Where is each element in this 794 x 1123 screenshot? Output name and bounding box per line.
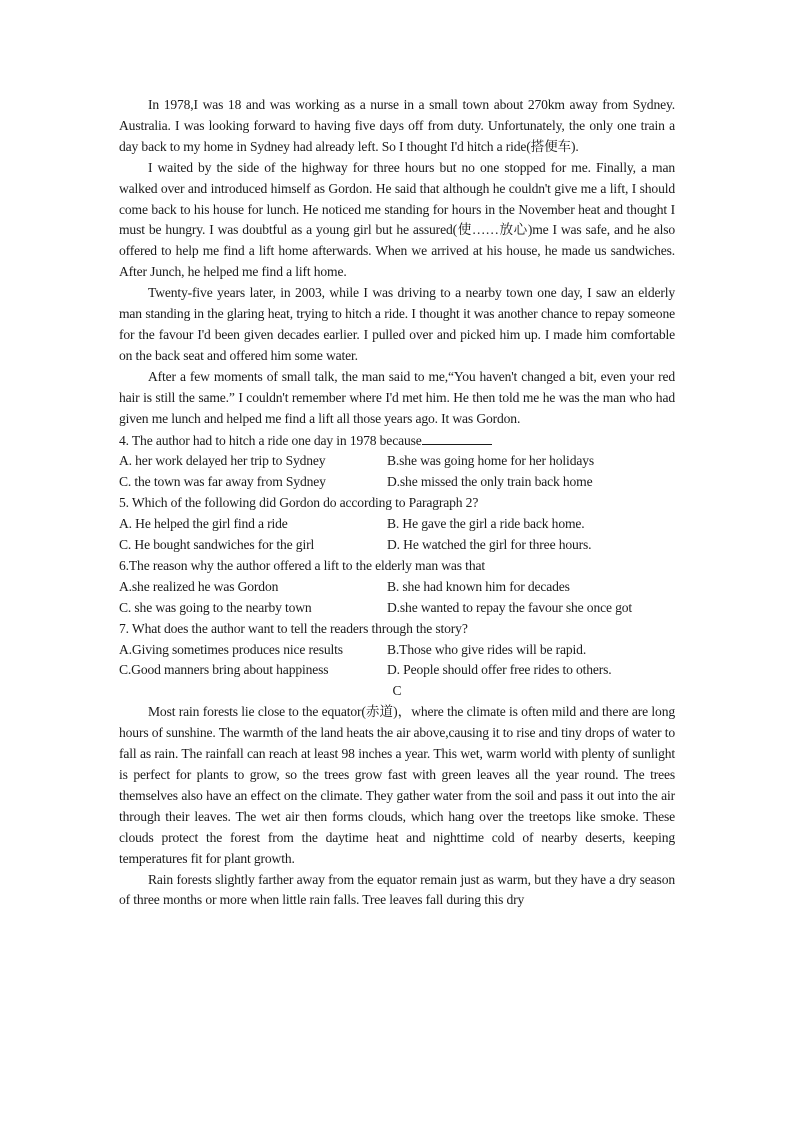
question-7-options-row-2 — [119, 660, 675, 681]
question-5-option-a: A. He helped the girl find a ride — [119, 516, 288, 532]
question-5-option-b: B. He gave the girl a ride back home. — [387, 516, 585, 532]
question-7-stem: 7. What does the author want to tell the readers through the story? — [119, 620, 468, 636]
question-4-options-row-1 — [119, 451, 675, 472]
passage-b-paragraph-3: Twenty-five years later, in 2003, while I was driving to a nearby town one day, I saw an elderly man standing in the glaring heat, trying to hitch a ride. I thought it was another chance to repay someone for the favour I'd been given decades earlier. I pulled over and picked him up. I made him comfortable on the back seat and offered him some water. — [119, 285, 675, 363]
question-6-option-a: A.she realized he was Gordon — [119, 578, 279, 594]
question-4-stem: 4. The author had to hitch a ride one day in 1978 because — [119, 432, 422, 448]
question-4-option-c: C. the town was far away from Sydney — [119, 474, 326, 490]
question-5-option-d: D. He watched the girl for three hours. — [387, 537, 592, 553]
answer-blank — [422, 430, 492, 445]
question-4-option-b: B.she was going home for her holidays — [387, 453, 595, 469]
question-7-option-b: B.Those who give rides will be rapid. — [387, 641, 587, 657]
question-5-options-row-2 — [119, 535, 675, 556]
question-4 — [119, 430, 675, 452]
passage-c-paragraph-1: Most rain forests lie close to the equator(赤道)，where the climate is often mild and there are long hours of sunshine. The warmth of the land heats the air above,causing it to rise and tiny drops of water to fall as rain. The rainfall can reach at least 98 inches a year. This wet, warm world with plenty of sunlight is perfect for plants to grow, so the trees grow fast with green leaves all the year round. The trees themselves also have an effect on the climate. They gather water from the soil and pass it out into the air through their leaves. The wet air then forms clouds, which hang over the treetops like smoke. These clouds protect the forest from the daytime heat and nighttime cold of nearby deserts, keeping temperatures fit for plant growth. — [119, 704, 675, 866]
question-6-option-b: B. she had known him for decades — [387, 578, 570, 594]
passage-b-paragraph-1: In 1978,I was 18 and was working as a nurse in a small town about 270km away from Sydney. Australia. I was looking forward to having five days off from duty. Unfortunately, the only one train a day back to my home in Sydney had already left. So I thought I'd hitch a ride(搭便车). — [119, 97, 675, 154]
question-5-option-c: C. He bought sandwiches for the girl — [119, 537, 315, 553]
question-6-option-c: C. she was going to the nearby town — [119, 599, 312, 615]
question-5-options-row-1 — [119, 514, 675, 535]
question-6-options-row-2 — [119, 598, 675, 619]
question-6-options-row-1 — [119, 577, 675, 598]
question-7-option-d: D. People should offer free rides to others. — [387, 662, 612, 678]
question-7-option-c: C.Good manners bring about happiness — [119, 662, 329, 678]
question-4-option-a: A. her work delayed her trip to Sydney — [119, 453, 326, 469]
question-6-option-d: D.she wanted to repay the favour she once got — [387, 599, 633, 615]
question-4-option-d: D.she missed the only train back home — [387, 474, 593, 490]
question-4-options-row-2 — [119, 472, 675, 493]
document-page — [119, 95, 675, 911]
passage-b-paragraph-2: I waited by the side of the highway for three hours but no one stopped for me. Finally, a man walked over and introduced himself as Gordon. He said that although he couldn't give me a lift, I should come back to his house for lunch. He noticed me standing for hours in the November heat and thought I must be hungry. I was doubtful as a young girl but he assured(使……放心)me I was safe, and he also offered to help me find a lift home afterwards. When we arrived at his house, he made us sandwiches. After Junch, he helped me find a lift home. — [119, 159, 675, 280]
section-heading-c: C — [392, 683, 402, 699]
passage-b-paragraph-4: After a few moments of small talk, the man said to me,“You haven't changed a bit, even your red hair is still the same.” I couldn't remember where I'd met him. He then told me he was the man who had given me lunch and helped me find a lift all those years ago. It was Gordon. — [119, 368, 675, 426]
question-5-stem: 5. Which of the following did Gordon do according to Paragraph 2? — [119, 495, 479, 511]
passage-c-paragraph-2: Rain forests slightly farther away from the equator remain just as warm, but they have a dry season of three months or more when little rain falls. Tree leaves fall during this dry — [119, 871, 675, 908]
question-6-stem: 6.The reason why the author offered a lift to the elderly man was that — [119, 557, 485, 573]
question-7-options-row-1 — [119, 640, 675, 661]
question-7-option-a: A.Giving sometimes produces nice results — [119, 641, 343, 657]
